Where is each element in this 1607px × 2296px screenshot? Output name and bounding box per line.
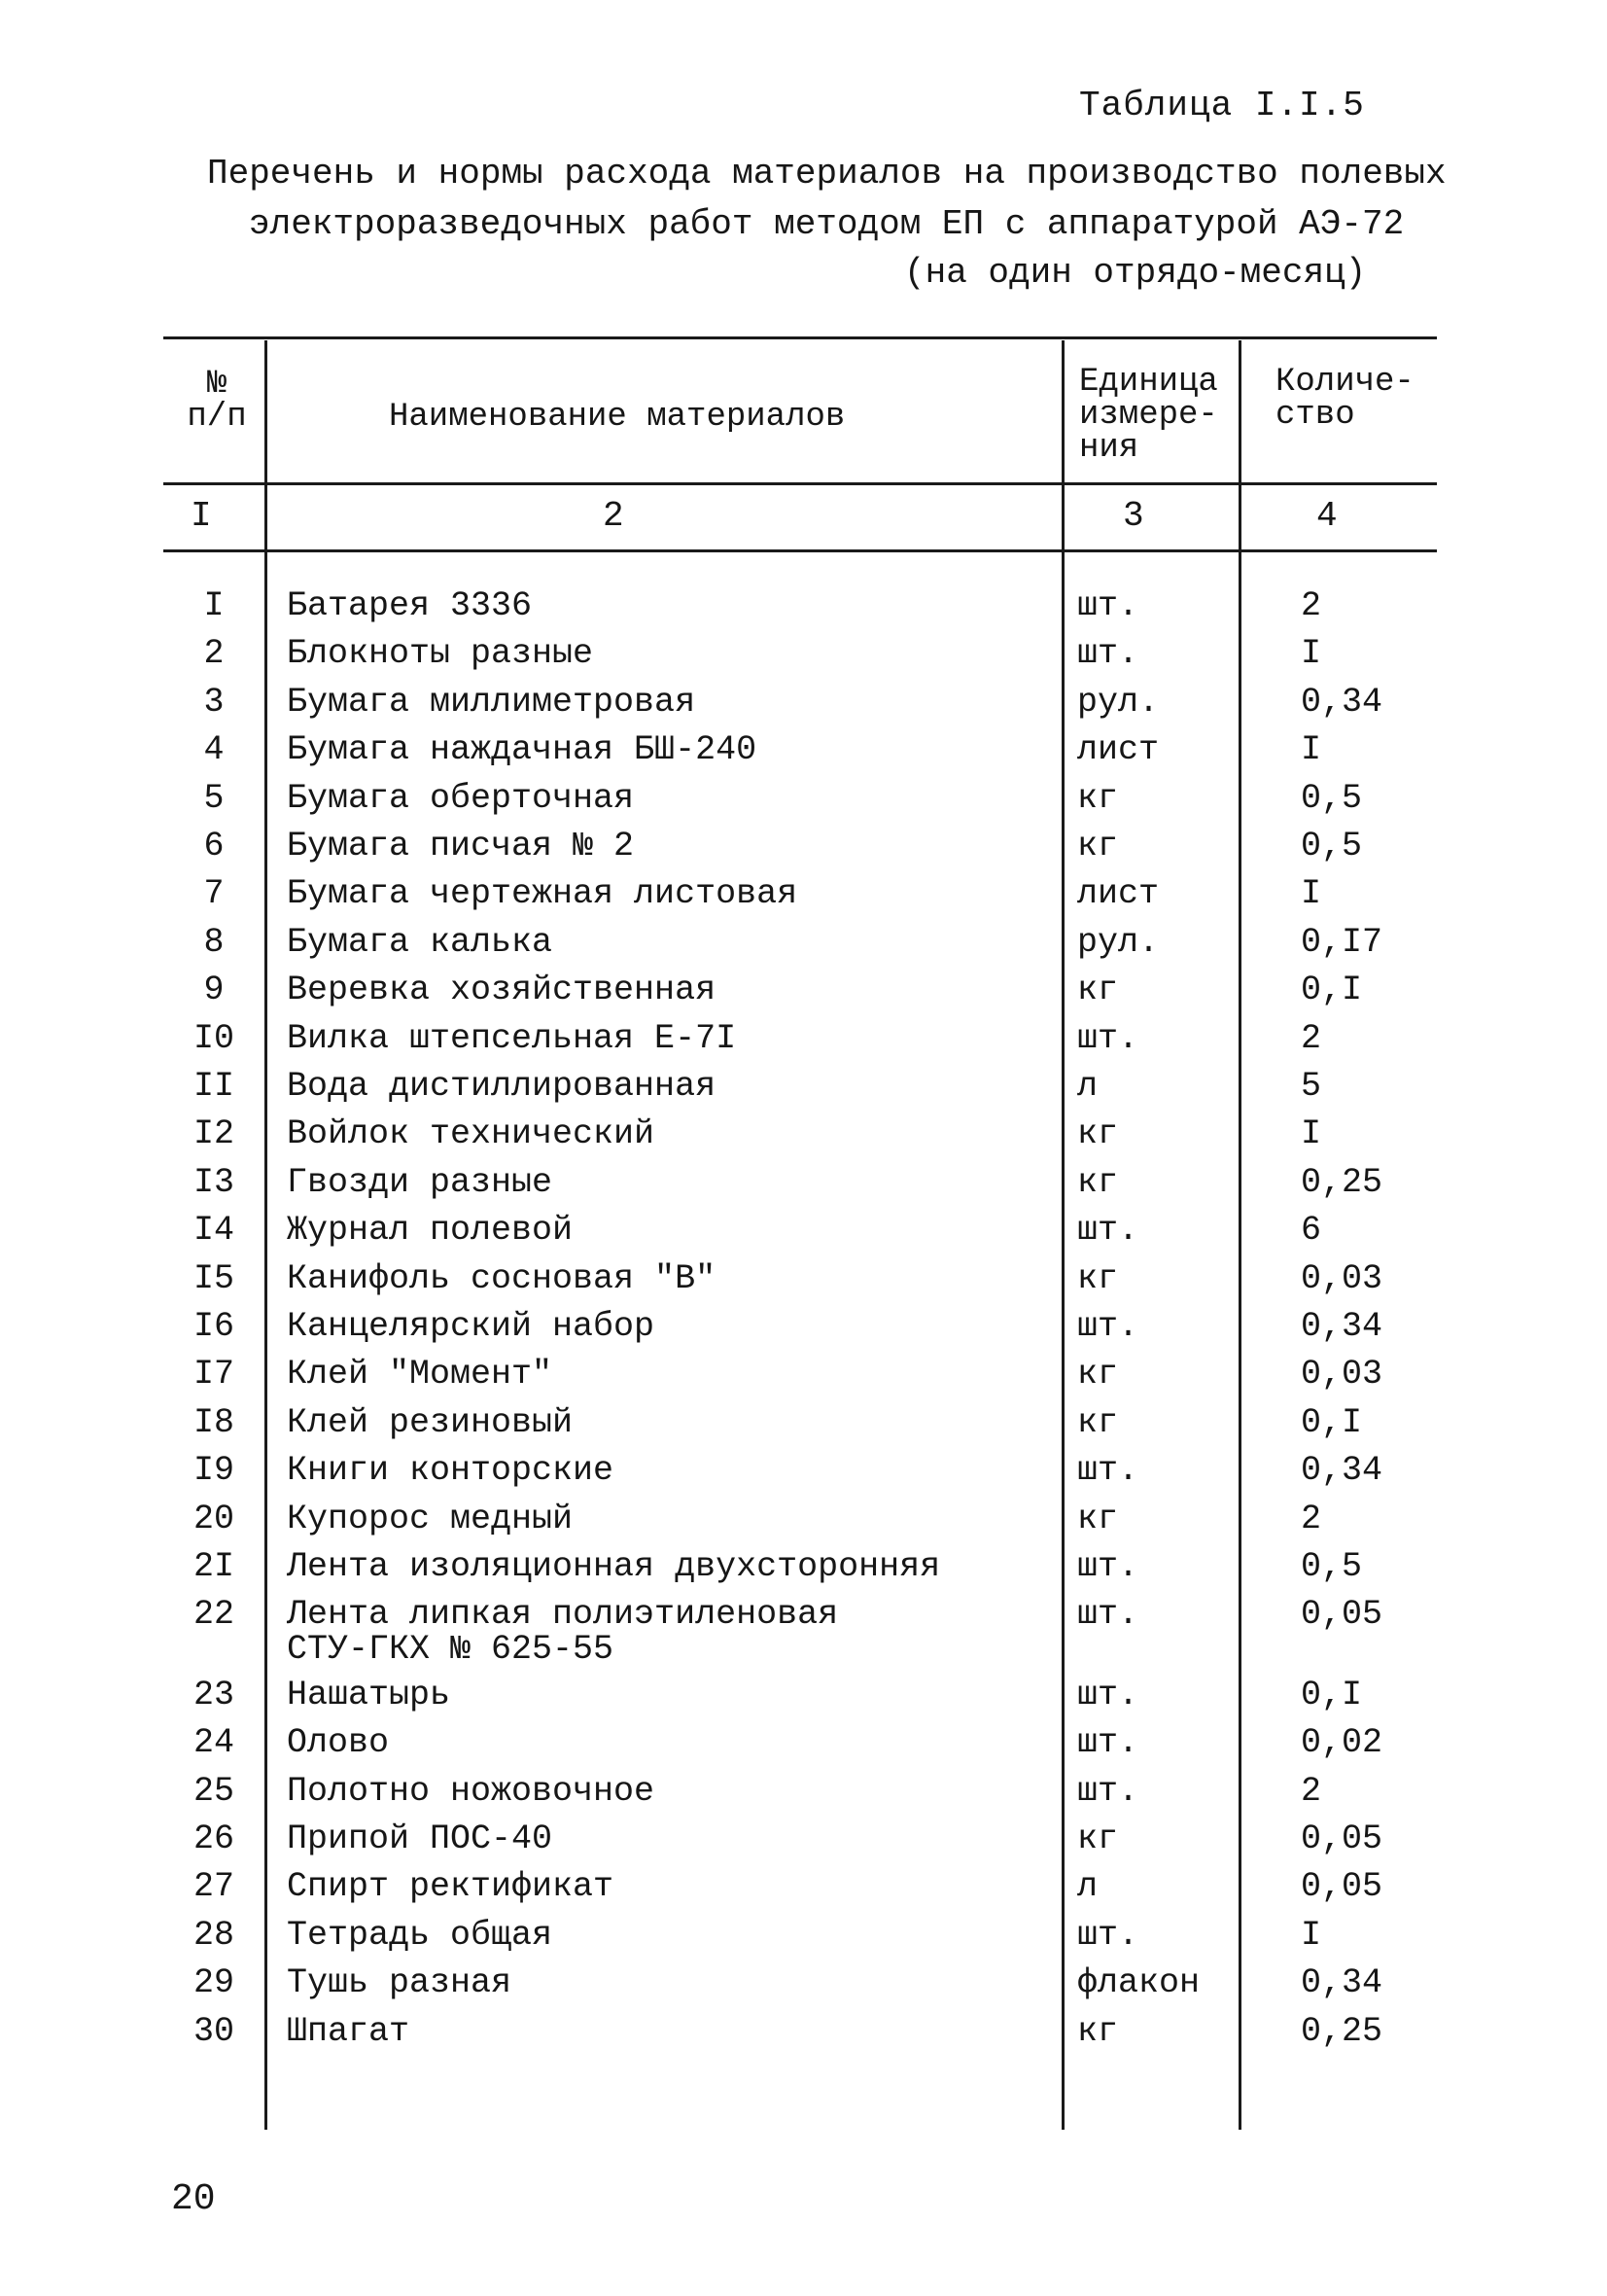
- table-row: [0, 1965, 1607, 2012]
- row-material-name: Шпагат: [287, 2011, 410, 2051]
- row-material-name: Клей резиновый: [287, 1402, 574, 1442]
- row-material-name: Канцелярский набор: [287, 1307, 655, 1346]
- column-number-2: 2: [603, 496, 624, 536]
- row-number: 27: [192, 1867, 234, 1907]
- row-number: 22: [192, 1595, 234, 1635]
- table-row: [0, 829, 1607, 875]
- row-quantity: 2: [1301, 1499, 1322, 1538]
- row-quantity: 0,25: [1301, 2011, 1383, 2051]
- row-quantity: 0,34: [1301, 1963, 1383, 2003]
- table-row: [0, 1258, 1607, 1308]
- row-number: 23: [192, 1675, 234, 1714]
- row-material-name: Бумага писчая № 2: [287, 827, 635, 865]
- row-unit: лист: [1077, 730, 1160, 770]
- row-number: I0: [192, 1018, 234, 1058]
- table-row: [0, 1402, 1607, 1452]
- row-unit: шт.: [1077, 1675, 1139, 1714]
- table-row: [0, 1915, 1607, 1964]
- column-number-4: 4: [1316, 496, 1338, 536]
- row-material-name: Нашатырь: [287, 1675, 451, 1714]
- row-number: 28: [192, 1915, 234, 1955]
- header-quantity: Количе- ство: [1275, 364, 1415, 434]
- row-number: I4: [192, 1211, 234, 1251]
- row-number: I: [203, 586, 225, 625]
- row-quantity: I: [1301, 1114, 1322, 1154]
- table-row: [0, 1675, 1607, 1724]
- row-unit: кг: [1077, 827, 1119, 865]
- row-unit: шт.: [1077, 1451, 1139, 1491]
- row-material-name: Бумага калька: [287, 922, 553, 962]
- row-quantity: 0,5: [1301, 827, 1363, 865]
- row-material-name: Бумага миллиметровая: [287, 682, 696, 722]
- table-row: [0, 1162, 1607, 1212]
- row-unit: шт.: [1077, 634, 1139, 674]
- row-quantity: 0,34: [1301, 1451, 1383, 1491]
- row-number: I2: [192, 1114, 234, 1154]
- table-row: [0, 636, 1607, 683]
- row-material-name: Полотно ножовочное: [287, 1771, 655, 1811]
- column-numbers-rule: [163, 549, 1437, 552]
- row-quantity: 2: [1301, 586, 1322, 625]
- table-row: [0, 922, 1607, 971]
- row-quantity: 0,05: [1301, 1595, 1383, 1635]
- row-quantity: 5: [1301, 1067, 1322, 1106]
- header-unit: Единица измере- ния: [1079, 364, 1218, 467]
- row-material-name: Гвозди разные: [287, 1162, 553, 1202]
- row-unit: шт.: [1077, 1307, 1139, 1346]
- row-material-name: Батарея 3336: [287, 586, 533, 625]
- row-quantity: 6: [1301, 1211, 1322, 1251]
- row-quantity: I: [1301, 1915, 1322, 1955]
- table-row: [0, 1595, 1607, 1670]
- table-row: [0, 1018, 1607, 1068]
- row-number: 5: [203, 778, 225, 818]
- row-unit: л: [1077, 1867, 1099, 1907]
- row-unit: шт.: [1077, 1915, 1139, 1955]
- row-unit: шт.: [1077, 1018, 1139, 1058]
- row-unit: кг: [1077, 1114, 1119, 1154]
- caption-line-3: (на один отрядо-месяц): [904, 253, 1367, 293]
- row-quantity: 2: [1301, 1771, 1322, 1811]
- table-label: Таблица I.I.5: [1079, 86, 1365, 125]
- header-material-name: Наименование материалов: [389, 399, 846, 436]
- row-quantity: 0,05: [1301, 1819, 1383, 1858]
- row-material-name: Спирт ректификат: [287, 1867, 614, 1907]
- row-number: 20: [192, 1499, 234, 1538]
- row-unit: рул.: [1077, 922, 1160, 962]
- row-material-name: Книги конторские: [287, 1451, 614, 1491]
- table-row: [0, 1549, 1607, 1596]
- row-unit: кг: [1077, 971, 1119, 1010]
- table-row: [0, 1725, 1607, 1772]
- row-material-name: Клей "Момент": [287, 1355, 553, 1395]
- row-number: 26: [192, 1819, 234, 1858]
- row-quantity: 0,03: [1301, 1258, 1383, 1298]
- table-row: [0, 588, 1607, 635]
- row-unit: кг: [1077, 1355, 1119, 1395]
- row-quantity: 0,I: [1301, 1402, 1363, 1442]
- row-unit: шт.: [1077, 1547, 1139, 1586]
- table-row: [0, 1357, 1607, 1403]
- row-number: I8: [192, 1402, 234, 1442]
- row-quantity: 0,03: [1301, 1355, 1383, 1395]
- row-number: I6: [192, 1307, 234, 1346]
- row-unit: кг: [1077, 1258, 1119, 1298]
- row-number: 29: [192, 1963, 234, 2003]
- column-number-1: I: [191, 496, 212, 536]
- table-row: [0, 778, 1607, 828]
- row-unit: флакон: [1077, 1963, 1201, 2003]
- row-unit: шт.: [1077, 1771, 1139, 1811]
- table-row: [0, 1869, 1607, 1916]
- row-material-name: Лента изоляционная двухсторонняя: [287, 1547, 941, 1586]
- row-unit: шт.: [1077, 586, 1139, 625]
- row-number: I7: [192, 1355, 234, 1395]
- row-material-name: Купорос медный: [287, 1499, 574, 1538]
- row-number: 8: [203, 922, 225, 962]
- caption-line-2: электроразведочных работ методом ЕП с аппаратурой АЭ-72: [249, 204, 1405, 244]
- row-quantity: I: [1301, 634, 1322, 674]
- row-material-name: Лента липкая полиэтиленовая СТУ-ГКХ № 625-55: [287, 1595, 839, 1670]
- row-material-name: Тетрадь общая: [287, 1915, 553, 1955]
- table-row: [0, 682, 1607, 731]
- row-number: 24: [192, 1723, 234, 1763]
- row-number: 7: [203, 874, 225, 914]
- row-number: I3: [192, 1162, 234, 1202]
- row-unit: кг: [1077, 2011, 1119, 2051]
- table-row: [0, 876, 1607, 923]
- row-quantity: 0,34: [1301, 682, 1383, 722]
- header-divider-rule: [163, 482, 1437, 485]
- row-material-name: Вода дистиллированная: [287, 1067, 716, 1106]
- row-material-name: Канифоль сосновая "В": [287, 1258, 716, 1298]
- column-number-3: 3: [1123, 496, 1144, 536]
- row-quantity: 0,I: [1301, 971, 1363, 1010]
- row-unit: рул.: [1077, 682, 1160, 722]
- row-material-name: Тушь разная: [287, 1963, 512, 2003]
- row-quantity: 0,I: [1301, 1675, 1363, 1714]
- header-number: № п/п: [187, 366, 247, 436]
- row-material-name: Олово: [287, 1723, 390, 1763]
- row-quantity: I: [1301, 730, 1322, 770]
- table-top-rule: [163, 336, 1437, 339]
- row-number: 2: [203, 634, 225, 674]
- table-row: [0, 1069, 1607, 1115]
- row-quantity: I: [1301, 874, 1322, 914]
- row-number: I5: [192, 1258, 234, 1298]
- row-number: 25: [192, 1771, 234, 1811]
- row-quantity: 0,5: [1301, 778, 1363, 818]
- page-number: 20: [171, 2178, 216, 2220]
- row-number: 4: [203, 730, 225, 770]
- table-row: [0, 2011, 1607, 2061]
- row-unit: шт.: [1077, 1723, 1139, 1763]
- row-material-name: Бумага чертежная листовая: [287, 874, 798, 914]
- table-row: [0, 1821, 1607, 1868]
- row-number: 2I: [192, 1547, 234, 1586]
- row-material-name: Войлок технический: [287, 1114, 655, 1154]
- row-unit: кг: [1077, 1499, 1119, 1538]
- row-unit: лист: [1077, 874, 1160, 914]
- row-quantity: 0,5: [1301, 1547, 1363, 1586]
- row-unit: л: [1077, 1067, 1099, 1106]
- table-row: [0, 972, 1607, 1019]
- table-row: [0, 1453, 1607, 1500]
- row-quantity: 0,02: [1301, 1723, 1383, 1763]
- row-material-name: Вилка штепсельная Е-7I: [287, 1018, 737, 1058]
- row-number: 9: [203, 971, 225, 1010]
- row-number: 3: [203, 682, 225, 722]
- row-quantity: 2: [1301, 1018, 1322, 1058]
- row-material-name: Припой ПОС-40: [287, 1819, 553, 1858]
- caption-line-1: Перечень и нормы расхода материалов на производство полевых: [207, 154, 1447, 194]
- row-number: 30: [192, 2011, 234, 2051]
- row-unit: кг: [1077, 1402, 1119, 1442]
- row-unit: кг: [1077, 1162, 1119, 1202]
- table-row: [0, 1771, 1607, 1820]
- row-unit: шт.: [1077, 1211, 1139, 1251]
- row-material-name: Веревка хозяйственная: [287, 971, 716, 1010]
- row-material-name: Блокноты разные: [287, 634, 594, 674]
- table-row: [0, 1213, 1607, 1259]
- row-material-name: Бумага оберточная: [287, 778, 635, 818]
- row-quantity: 0,I7: [1301, 922, 1383, 962]
- row-quantity: 0,34: [1301, 1307, 1383, 1346]
- row-number: 6: [203, 827, 225, 865]
- table-row: [0, 1309, 1607, 1356]
- row-unit: кг: [1077, 778, 1119, 818]
- row-material-name: Бумага наждачная БШ-240: [287, 730, 757, 770]
- row-quantity: 0,25: [1301, 1162, 1383, 1202]
- row-quantity: 0,05: [1301, 1867, 1383, 1907]
- row-number: I9: [192, 1451, 234, 1491]
- table-row: [0, 1116, 1607, 1163]
- table-row: [0, 732, 1607, 779]
- row-unit: шт.: [1077, 1595, 1139, 1635]
- row-unit: кг: [1077, 1819, 1119, 1858]
- row-number: II: [192, 1067, 234, 1106]
- row-material-name: Журнал полевой: [287, 1211, 574, 1251]
- table-row: [0, 1501, 1607, 1548]
